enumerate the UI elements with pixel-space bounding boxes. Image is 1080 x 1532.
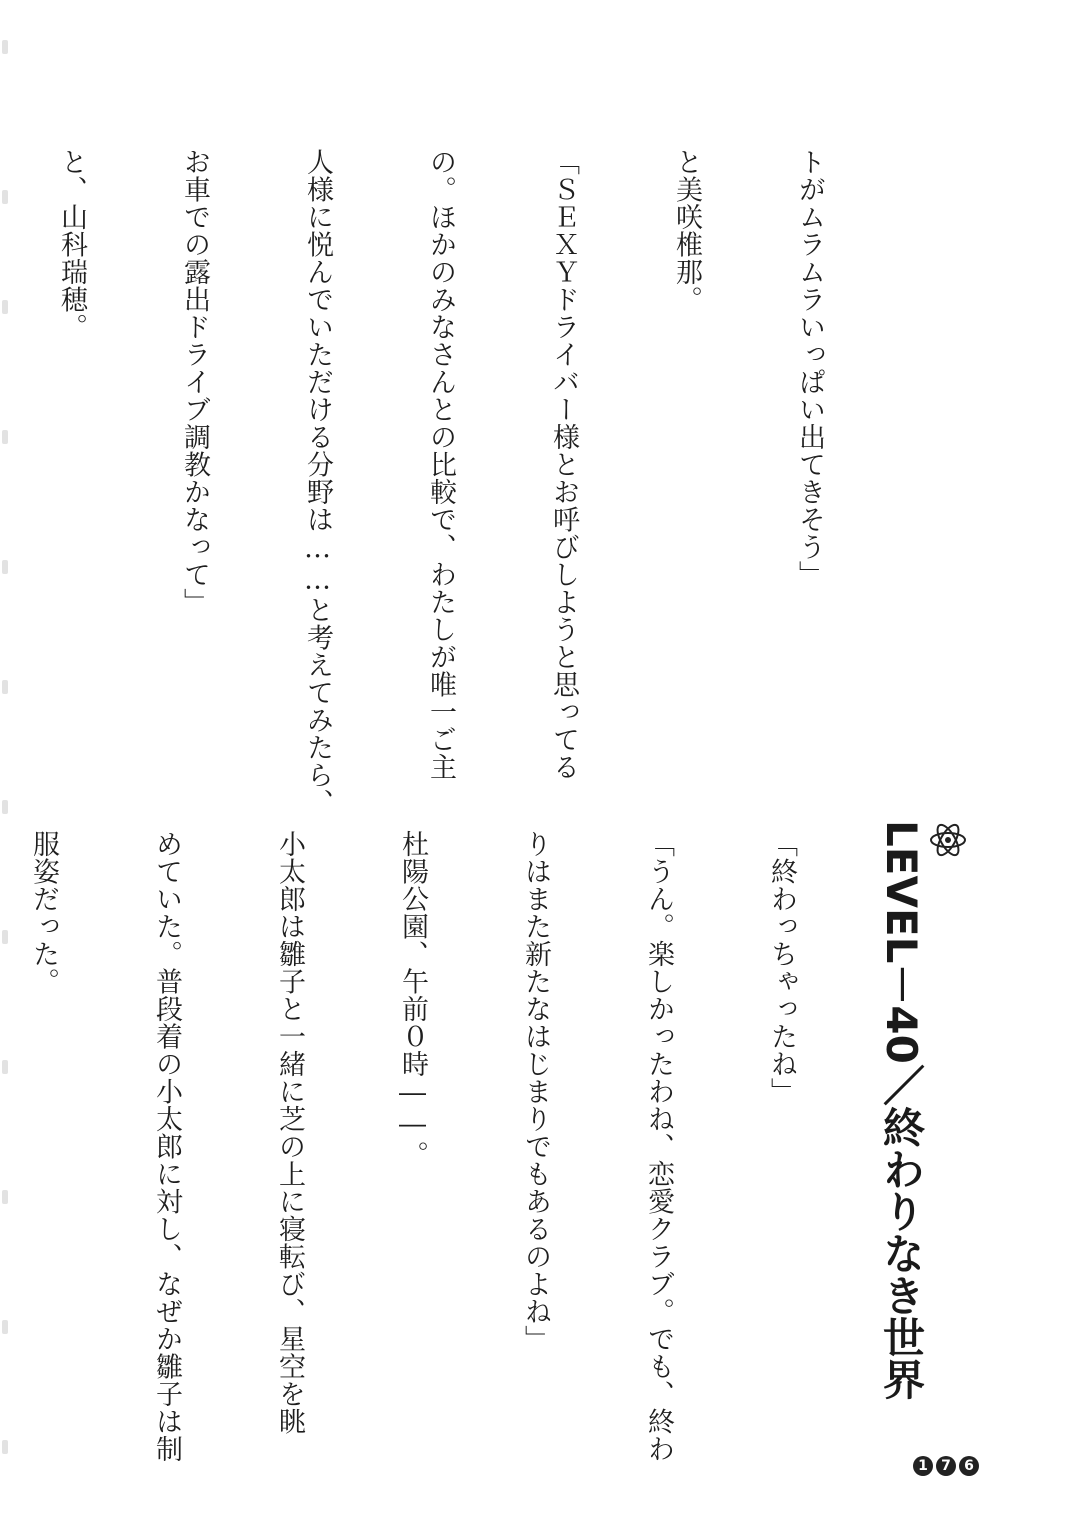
text-line: めていた。普段着の小太郎に対し、なぜか雛子は制 <box>151 830 182 1463</box>
scan-mark <box>2 40 8 54</box>
text-line: と美咲椎那。 <box>671 148 702 313</box>
atom-icon <box>928 820 968 860</box>
upper-text-block <box>0 148 912 816</box>
page-number-digit: 1 <box>913 1456 933 1476</box>
chapter-title: LEVEL－40／終わりなき世界 <box>877 820 926 1400</box>
lower-text-block <box>0 830 884 1463</box>
page-number <box>913 1456 979 1476</box>
text-line: 小太郎は雛子と一緒に芝の上に寝転び、星空を眺 <box>274 830 305 1435</box>
page-number-digit: 6 <box>959 1456 979 1476</box>
page-number-digit: 7 <box>936 1456 956 1476</box>
text-line: 「終わっちゃったね」 <box>766 830 797 1105</box>
text-line: の。ほかのみなさんとの比較で、わたしが唯一ご主 <box>425 148 456 781</box>
text-line: 服姿だった。 <box>28 830 59 995</box>
text-line: 人様に悦んでいただける分野は……と考えてみたら、 <box>302 148 333 816</box>
text-line: 杜陽公園、午前０時――。 <box>397 830 428 1168</box>
scan-mark <box>2 1440 8 1454</box>
text-line: トがムラムラいっぱい出てきそう」 <box>794 148 825 588</box>
text-line: 「ＳＥＸＹドライバー様とお呼びしようと思ってる <box>548 148 579 781</box>
text-line: お車での露出ドライブ調教かなって」 <box>179 148 210 616</box>
scan-mark <box>2 800 8 814</box>
text-line: と、山科瑞穂。 <box>56 148 87 341</box>
text-line: 「うん。楽しかったわね、恋愛クラブ。でも、終わ <box>643 830 674 1463</box>
chapter-heading <box>877 820 968 1400</box>
text-line: りはまた新たなはじまりでもあるのよね」 <box>520 830 551 1353</box>
